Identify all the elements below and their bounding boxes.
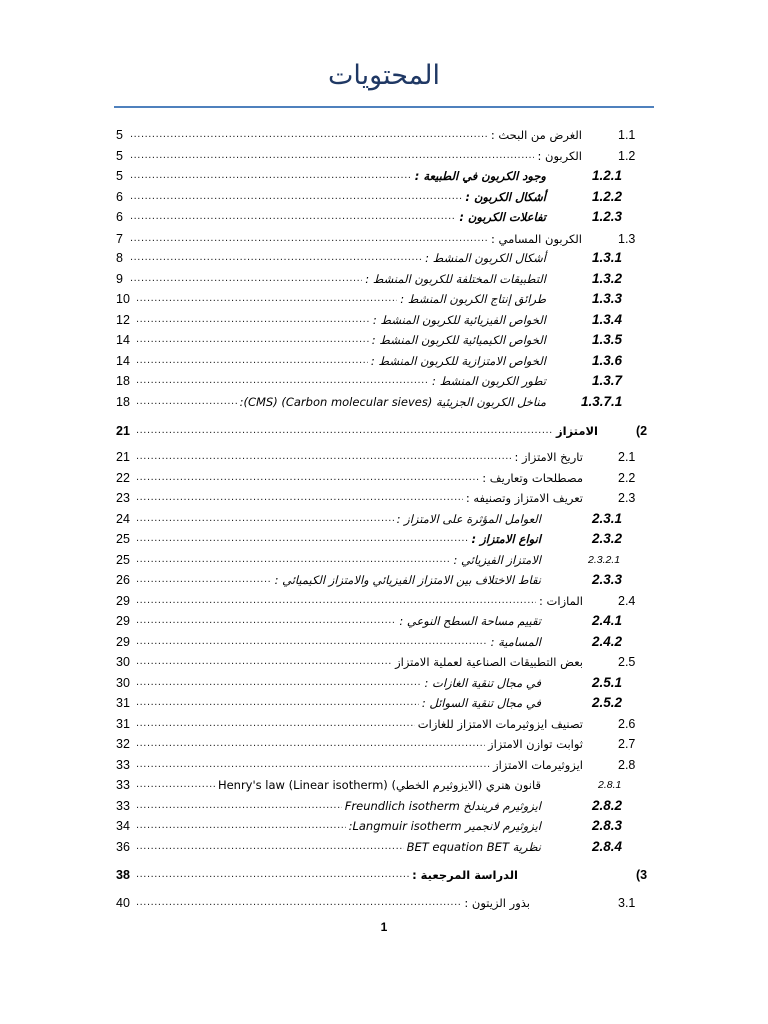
toc-entry[interactable] — [0, 816, 768, 836]
toc-entry-title: انواع الامتزاز : — [471, 532, 541, 546]
toc-entry[interactable] — [0, 207, 768, 227]
toc-page-number: 30 — [116, 655, 130, 669]
toc-section-number: 2.3.2.1 — [588, 554, 621, 566]
toc-entry[interactable] — [0, 421, 768, 441]
toc-entry-title: طرائق إنتاج الكربون المنشط : — [400, 292, 546, 306]
toc-entry[interactable] — [0, 330, 768, 350]
toc-dot-leader — [136, 550, 451, 568]
toc-section-number: 2.8.3 — [592, 818, 623, 833]
toc-entry-title: بعض التطبيقات الصناعية لعملية الامتزاز — [395, 655, 583, 669]
toc-section-number: (3 — [636, 868, 648, 882]
toc-dot-leader — [136, 570, 272, 588]
toc-section-number: 2.1 — [618, 450, 636, 464]
toc-entry-title: الخواص الكيميائية للكربون المنشط : — [371, 333, 546, 347]
toc-page-number: 25 — [116, 532, 130, 546]
toc-dot-leader — [136, 310, 370, 328]
toc-section-number: 1.3.7.1 — [581, 394, 623, 409]
toc-dot-leader — [136, 893, 461, 911]
toc-page-number: 14 — [116, 354, 130, 368]
toc-section-number: 2.2 — [618, 471, 636, 485]
toc-entry[interactable] — [0, 632, 768, 652]
toc-entry-title: أشكال الكربون المنشط : — [425, 251, 546, 265]
toc-dot-leader — [136, 652, 392, 670]
toc-entry-title: تقييم مساحة السطح النوعي : — [399, 614, 541, 628]
toc-section-number: 2.3.2 — [592, 531, 623, 546]
toc-page-number: 7 — [116, 232, 123, 246]
toc-entry[interactable] — [0, 673, 768, 693]
toc-entry-title: تفاعلات الكربون : — [459, 210, 546, 224]
toc-dot-leader — [136, 447, 511, 465]
toc-dot-leader — [136, 392, 237, 410]
toc-entry-title: الخواص الامتزازية للكربون المنشط : — [370, 354, 546, 368]
toc-dot-leader — [136, 734, 485, 752]
toc-section-number: 2.8.2 — [592, 798, 623, 813]
toc-page-number: 12 — [116, 313, 130, 327]
toc-section-number: 2.5 — [618, 655, 636, 669]
toc-entry-title: تاريخ الامتزاز : — [514, 450, 583, 464]
toc-dot-leader — [136, 591, 536, 609]
toc-entry-title: مناخل الكربون الجزيئية (Carbon molecular sieves) (CMS): — [239, 395, 546, 409]
toc-entry[interactable] — [0, 570, 768, 590]
toc-dot-leader — [136, 865, 409, 883]
toc-page-number: 9 — [116, 272, 123, 286]
toc-entry-title: الامتزاز الفيزيائي : — [453, 553, 541, 567]
toc-page-number: 24 — [116, 512, 130, 526]
toc-entry-title: في مجال تنقية السوائل : — [421, 696, 541, 710]
toc-entry[interactable] — [0, 371, 768, 391]
toc-section-number: 1.3.1 — [592, 250, 623, 265]
toc-section-number: 2.3.1 — [592, 511, 623, 526]
toc-page-number: 29 — [116, 594, 130, 608]
toc-dot-leader — [130, 207, 456, 225]
toc-section-number: 1.3.5 — [592, 332, 623, 347]
toc-entry-title: الخواص الفيزيائية للكربون المنشط : — [372, 313, 546, 327]
toc-page-number: 33 — [116, 758, 130, 772]
toc-section-number: 1.3.7 — [592, 373, 623, 388]
toc-entry[interactable] — [0, 611, 768, 631]
toc-section-number: 1.2.1 — [592, 168, 623, 183]
toc-entry[interactable] — [0, 488, 768, 508]
toc-entry-title: نقاط الاختلاف بين الامتزاز الفيزيائي والامتزاز الكيميائي : — [274, 573, 541, 587]
toc-page-number: 10 — [116, 292, 130, 306]
toc-section-number: 1.3.3 — [592, 291, 623, 306]
toc-entry-title: المسامية : — [490, 635, 541, 649]
toc-page-number: 38 — [116, 868, 130, 882]
toc-dot-leader — [130, 125, 488, 143]
toc-dot-leader — [136, 289, 397, 307]
toc-page-number: 5 — [116, 128, 123, 142]
toc-dot-leader — [136, 468, 479, 486]
toc-entry-title: ثوابت توازن الامتزاز — [488, 737, 583, 751]
toc-entry[interactable] — [0, 734, 768, 754]
toc-section-number: 2.4.1 — [592, 613, 623, 628]
toc-page-number: 34 — [116, 819, 130, 833]
toc-page-number: 6 — [116, 190, 123, 204]
toc-page-number: 31 — [116, 717, 130, 731]
toc-dot-leader — [130, 269, 362, 287]
toc-entry-title: مصطلحات وتعاريف : — [482, 471, 583, 485]
toc-page-number: 40 — [116, 896, 130, 910]
toc-dot-leader — [136, 775, 215, 793]
toc-dot-leader — [136, 796, 342, 814]
toc-entry-title: الكربون : — [537, 149, 582, 163]
toc-page-number: 18 — [116, 395, 130, 409]
toc-section-number: 1.3 — [618, 232, 636, 246]
toc-entry[interactable] — [0, 310, 768, 330]
toc-entry[interactable] — [0, 509, 768, 529]
toc-dot-leader — [130, 146, 534, 164]
toc-entry-title: التطبيقات المختلفة للكربون المنشط : — [365, 272, 546, 286]
toc-page-number: 5 — [116, 169, 123, 183]
toc-entry[interactable] — [0, 229, 768, 249]
toc-entry-title: وجود الكربون في الطبيعة : — [414, 169, 546, 183]
toc-entry[interactable] — [0, 714, 768, 734]
toc-dot-leader — [136, 529, 469, 547]
toc-page-number: 26 — [116, 573, 130, 587]
toc-entry-title: العوامل المؤثرة على الامتزاز : — [396, 512, 541, 526]
toc-entry[interactable] — [0, 125, 768, 145]
toc-page-number: 14 — [116, 333, 130, 347]
toc-page-number: 31 — [116, 696, 130, 710]
toc-page-number: 36 — [116, 840, 130, 854]
toc-dot-leader — [136, 755, 490, 773]
toc-section-number: 2.8 — [618, 758, 636, 772]
toc-section-number: 2.3 — [618, 491, 636, 505]
toc-dot-leader — [130, 187, 462, 205]
toc-entry[interactable] — [0, 550, 768, 570]
toc-dot-leader — [136, 673, 422, 691]
toc-dot-leader — [136, 421, 553, 439]
toc-entry[interactable] — [0, 865, 768, 885]
toc-dot-leader — [136, 330, 369, 348]
toc-dot-leader — [136, 816, 346, 834]
toc-section-number: 2.8.4 — [592, 839, 623, 854]
toc-entry[interactable] — [0, 775, 768, 795]
toc-section-number: 1.3.2 — [592, 271, 623, 286]
toc-entry[interactable] — [0, 187, 768, 207]
toc-entry[interactable] — [0, 289, 768, 309]
toc-entry-title: أشكال الكربون : — [465, 190, 546, 204]
toc-page-number: 21 — [116, 424, 130, 438]
toc-section-number: 2.7 — [618, 737, 636, 751]
toc-page-number: 18 — [116, 374, 130, 388]
toc-entry[interactable] — [0, 447, 768, 467]
toc-entry-title: المازات : — [539, 594, 583, 608]
toc-section-number: 1.3.4 — [592, 312, 623, 327]
toc-entry[interactable] — [0, 529, 768, 549]
toc-section-number: 1.2.3 — [592, 209, 623, 224]
toc-section-number: 1.1 — [618, 128, 636, 142]
toc-page-number: 6 — [116, 210, 123, 224]
toc-page-number: 30 — [116, 676, 130, 690]
toc-section-number: 2.4 — [618, 594, 636, 608]
toc-section-number: (2 — [636, 424, 648, 438]
toc-section-number: 2.3.3 — [592, 572, 623, 587]
toc-entry[interactable] — [0, 693, 768, 713]
toc-dot-leader — [136, 632, 488, 650]
toc-entry[interactable] — [0, 468, 768, 488]
toc-entry-title: ايزوثيرمات الامتزاز — [493, 758, 583, 772]
toc-section-number: 2.5.1 — [592, 675, 623, 690]
toc-dot-leader — [136, 509, 394, 527]
toc-dot-leader — [136, 611, 396, 629]
toc-entry[interactable] — [0, 591, 768, 611]
toc-entry-title: ايزوثيرم فريندلخ Freundlich isotherm — [344, 799, 541, 813]
toc-dot-leader — [136, 714, 415, 732]
toc-dot-leader — [136, 693, 419, 711]
toc-page-number: 29 — [116, 614, 130, 628]
toc-entry-title: قانون هنري (الايزوثيرم الخطي) Henry's law (Linear isotherm) — [217, 778, 541, 792]
toc-page-number: 33 — [116, 778, 130, 792]
toc-dot-leader — [136, 351, 368, 369]
toc-page-number: 33 — [116, 799, 130, 813]
toc-page-number: 21 — [116, 450, 130, 464]
toc-page-number: 5 — [116, 149, 123, 163]
toc-dot-leader — [130, 166, 412, 184]
toc-entry-title: الدراسة المرجعية : — [412, 868, 518, 882]
toc-entry[interactable] — [0, 146, 768, 166]
toc-dot-leader — [130, 248, 422, 266]
toc-section-number: 2.5.2 — [592, 695, 623, 710]
toc-entry[interactable] — [0, 837, 768, 857]
toc-entry[interactable] — [0, 796, 768, 816]
toc-entry[interactable] — [0, 269, 768, 289]
toc-entry[interactable] — [0, 755, 768, 775]
page-number: 1 — [380, 920, 388, 934]
page-title: المحتويات — [327, 60, 441, 91]
toc-entry[interactable] — [0, 652, 768, 672]
toc-dot-leader — [130, 229, 488, 247]
toc-entry-title: نظرية BET equation BET — [406, 840, 541, 854]
toc-entry-title: تطور الكربون المنشط : — [432, 374, 546, 388]
toc-entry-title: تصنيف ايزوثيرمات الامتزاز للغازات — [417, 717, 583, 731]
toc-section-number: 2.4.2 — [592, 634, 623, 649]
toc-entry-title: الامتزاز — [555, 424, 598, 438]
toc-section-number: 1.2 — [618, 149, 636, 163]
toc-dot-leader — [136, 371, 429, 389]
toc-entry-title: الغرض من البحث : — [490, 128, 582, 142]
toc-section-number: 2.6 — [618, 717, 636, 731]
toc-entry-title: بذور الزيتون : — [464, 896, 530, 910]
toc-page-number: 29 — [116, 635, 130, 649]
toc-section-number: 2.8.1 — [598, 779, 622, 791]
toc-entry-title: تعريف الامتزاز وتصنيفه : — [465, 491, 583, 505]
toc-page-number: 8 — [116, 251, 123, 265]
toc-entry-title: في مجال تنقية الغازات : — [424, 676, 541, 690]
toc-page-number: 32 — [116, 737, 130, 751]
toc-dot-leader — [136, 488, 463, 506]
toc-entry-title: ايزوثيرم لانجمير Langmuir isotherm: — [348, 819, 541, 833]
toc-entry[interactable] — [0, 166, 768, 186]
toc-entry[interactable] — [0, 351, 768, 371]
toc-section-number: 1.2.2 — [592, 189, 623, 204]
toc-section-number: 3.1 — [618, 896, 636, 910]
toc-page-number: 22 — [116, 471, 130, 485]
toc-section-number: 1.3.6 — [592, 353, 623, 368]
toc-entry[interactable] — [0, 248, 768, 268]
toc-entry-title: الكربون المسامي : — [490, 232, 582, 246]
toc-entry[interactable] — [0, 392, 768, 412]
toc-entry[interactable] — [0, 893, 768, 913]
toc-page-number: 23 — [116, 491, 130, 505]
toc-dot-leader — [136, 837, 404, 855]
toc-page-number: 25 — [116, 553, 130, 567]
